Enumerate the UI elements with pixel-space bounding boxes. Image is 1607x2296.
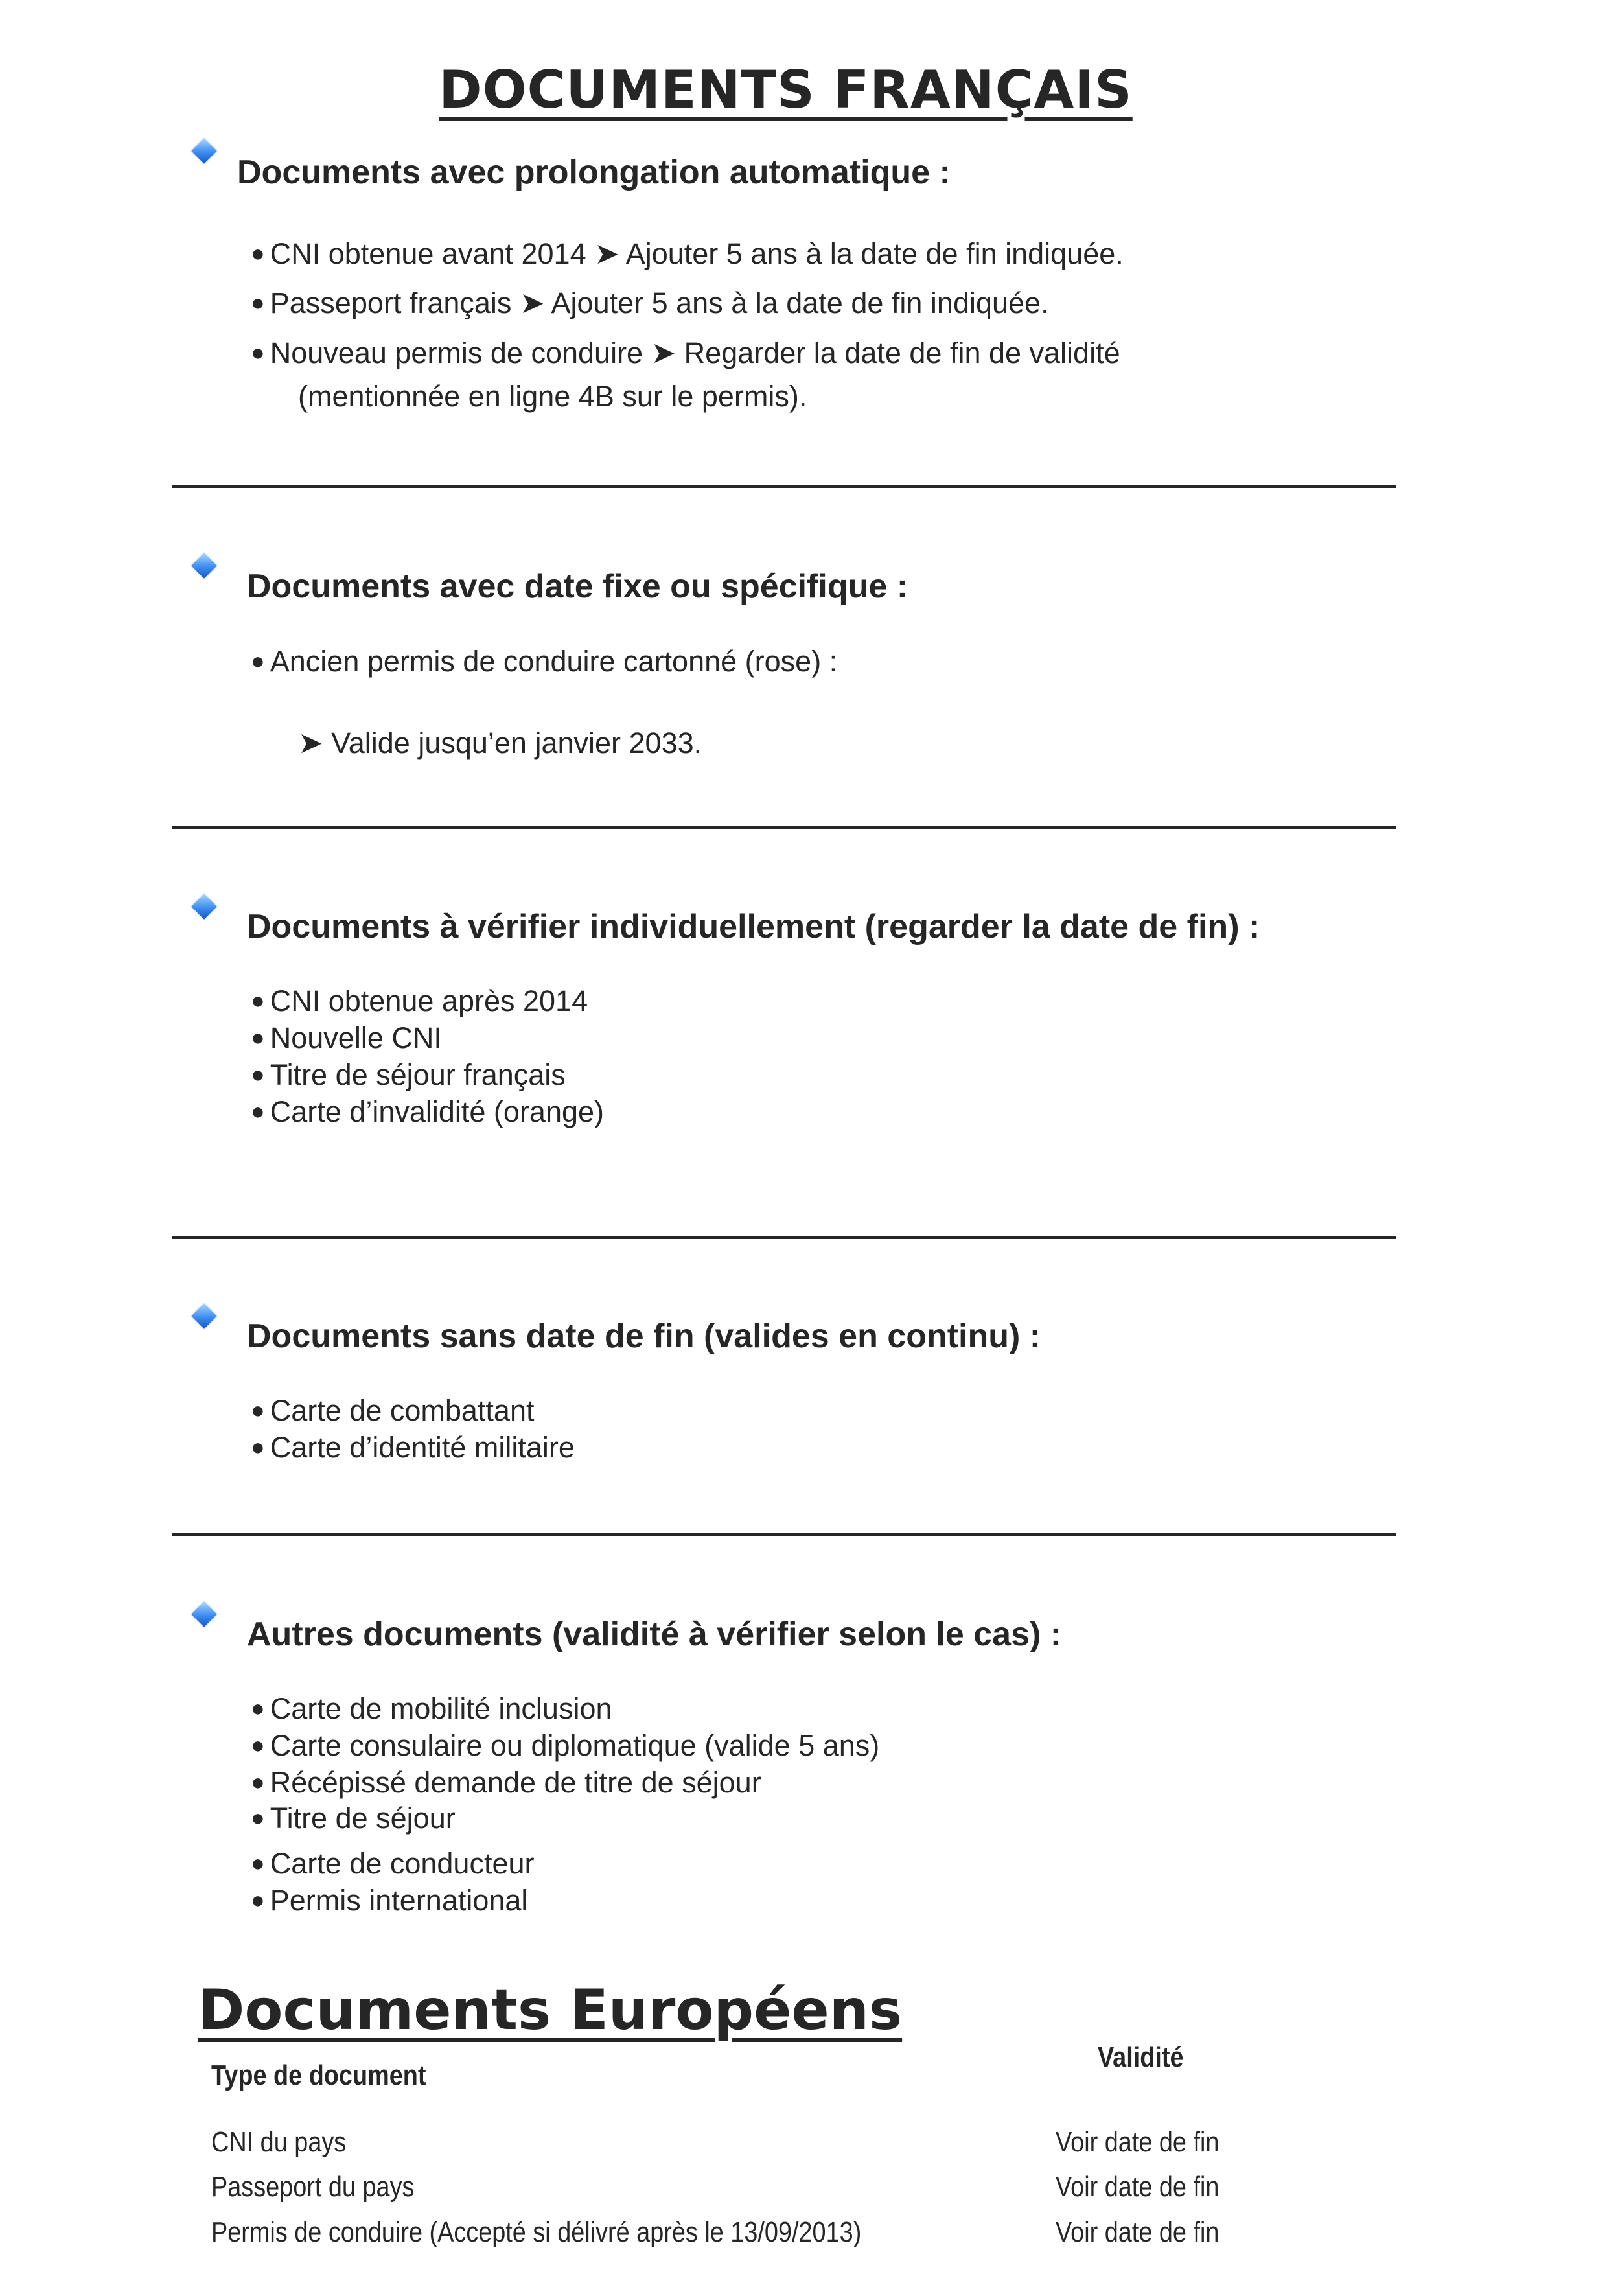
section-title: Autres documents (validité à vérifier selon le cas) :: [247, 1616, 1062, 1653]
section-divider: [172, 1236, 1396, 1239]
page-title: DOCUMENTS FRANÇAIS: [439, 59, 1133, 120]
arrow-icon: ➤: [519, 286, 545, 319]
section-title: Documents sans date de fin (valides en continu) :: [247, 1317, 1041, 1355]
section-title: Documents à vérifier individuellement (regarder la date de fin) :: [247, 908, 1260, 945]
list-item: ● Carte de conducteur: [251, 1847, 535, 1880]
list-item: ● Titre de séjour: [251, 1802, 456, 1835]
list-item: ● Carte d’invalidité (orange): [251, 1095, 605, 1128]
list-item: ● Carte de combattant: [251, 1394, 535, 1427]
section-divider: [172, 1533, 1396, 1536]
list-item: ● Nouvelle CNI: [251, 1021, 442, 1054]
diamond-bullet-icon: [191, 553, 217, 579]
list-item: ● Carte d’identité militaire: [251, 1431, 575, 1464]
list-item: ● CNI obtenue après 2014: [251, 984, 588, 1017]
list-item: ● Récépissé demande de titre de séjour: [251, 1766, 761, 1799]
list-item: ● Passeport français ➤ Ajouter 5 ans à la date de fin indiquée.: [251, 286, 1049, 319]
table-cell-type: Permis de conduire (Accepté si délivré après le 13/09/2013): [211, 2216, 862, 2248]
arrow-icon: ➤: [594, 237, 619, 270]
table-cell-type: CNI du pays: [211, 2126, 347, 2158]
arrow-icon: ➤: [298, 726, 323, 760]
section-title: Documents avec date fixe ou spécifique :: [247, 568, 908, 605]
list-item: ● CNI obtenue avant 2014 ➤ Ajouter 5 ans à la date de fin indiquée.: [251, 237, 1124, 270]
diamond-bullet-icon: [191, 1601, 217, 1627]
section-title: Documents avec prolongation automatique :: [237, 154, 951, 191]
sub-note: ➤ Valide jusqu’en janvier 2033.: [298, 726, 702, 760]
column-header-validity: Validité: [1098, 2041, 1184, 2073]
table-cell-type: Passeport du pays: [211, 2171, 415, 2203]
list-item: ● Titre de séjour français: [251, 1058, 566, 1091]
list-item: ● Carte de mobilité inclusion: [251, 1692, 612, 1725]
arrow-icon: ➤: [651, 336, 676, 369]
column-header-type: Type de document: [211, 2059, 426, 2091]
diamond-bullet-icon: [191, 138, 217, 164]
list-item: ● Ancien permis de conduire cartonné (rose) :: [251, 645, 838, 678]
european-section-title: Documents Européens: [198, 1978, 903, 2043]
list-item-continuation: (mentionnée en ligne 4B sur le permis).: [298, 380, 807, 413]
diamond-bullet-icon: [191, 1303, 217, 1329]
table-cell-validity: Voir date de fin: [1056, 2171, 1220, 2203]
list-item: ● Permis international: [251, 1884, 528, 1917]
diamond-bullet-icon: [191, 894, 217, 920]
list-item: ● Nouveau permis de conduire ➤ Regarder la date de fin de validité: [251, 336, 1120, 369]
section-divider: [172, 485, 1396, 488]
table-cell-validity: Voir date de fin: [1056, 2126, 1220, 2158]
section-divider: [172, 826, 1396, 829]
list-item: ● Carte consulaire ou diplomatique (valide 5 ans): [251, 1729, 880, 1762]
table-cell-validity: Voir date de fin: [1056, 2216, 1220, 2248]
